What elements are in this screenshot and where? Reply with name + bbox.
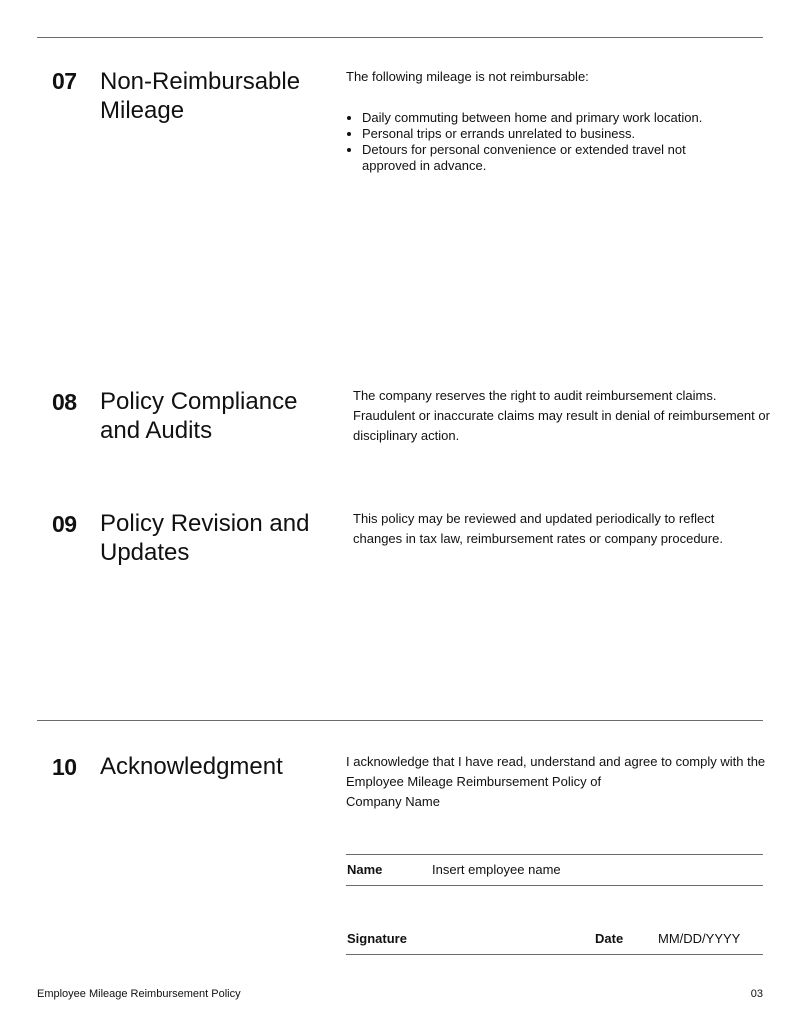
section-body: This policy may be reviewed and updated periodically to reflect changes in tax law, reimbursement rates or company procedure.: [353, 511, 723, 546]
section-body: [346, 67, 746, 174]
section-title: Policy Compliance and Audits: [100, 388, 298, 444]
list-item: • Daily commuting between home and primary work location.: [362, 110, 746, 126]
section-body: The company reserves the right to audit reimbursement claims. Fraudulent or inaccurate claims may result in denial of reimbursement or disciplinary action.: [353, 388, 770, 443]
date-label: Date: [595, 931, 624, 946]
form-line: [346, 954, 763, 955]
section-number: 08: [52, 389, 77, 415]
date-field[interactable]: MM/DD/YYYY: [658, 931, 741, 946]
footer-title: Employee Mileage Reimbursement Policy: [37, 988, 241, 1000]
section-number: 10: [52, 754, 77, 780]
section-divider: [37, 720, 763, 721]
page-number: 03: [750, 988, 763, 1000]
section-intro: The following mileage is not reimbursable:: [346, 69, 589, 84]
acknowledgment-text: I acknowledge that I have read, understand and agree to comply with the Employee Mileage Reimbursement Policy of: [346, 754, 766, 789]
section-title: Non-Reimbursable Mileage: [100, 68, 301, 124]
top-divider: [37, 37, 763, 38]
list-item: • Personal trips or errands unrelated to business.: [362, 126, 746, 142]
signature-field[interactable]: [420, 926, 580, 950]
company-name: Company Name: [346, 794, 440, 809]
section-title: Acknowledgment: [100, 753, 283, 780]
name-label: Name: [347, 862, 383, 877]
signature-label: Signature: [347, 931, 407, 946]
form-line: [346, 885, 763, 886]
section-number: 09: [52, 511, 77, 537]
form-line: [346, 854, 763, 855]
section-title: Policy Revision and Updates: [100, 510, 310, 566]
section-body: [346, 752, 766, 812]
name-field[interactable]: Insert employee name: [432, 862, 561, 877]
list-item: • Detours for personal convenience or extended travel not approved in advance.: [362, 142, 732, 174]
section-number: 07: [52, 68, 77, 94]
bullet-list: [346, 110, 746, 174]
